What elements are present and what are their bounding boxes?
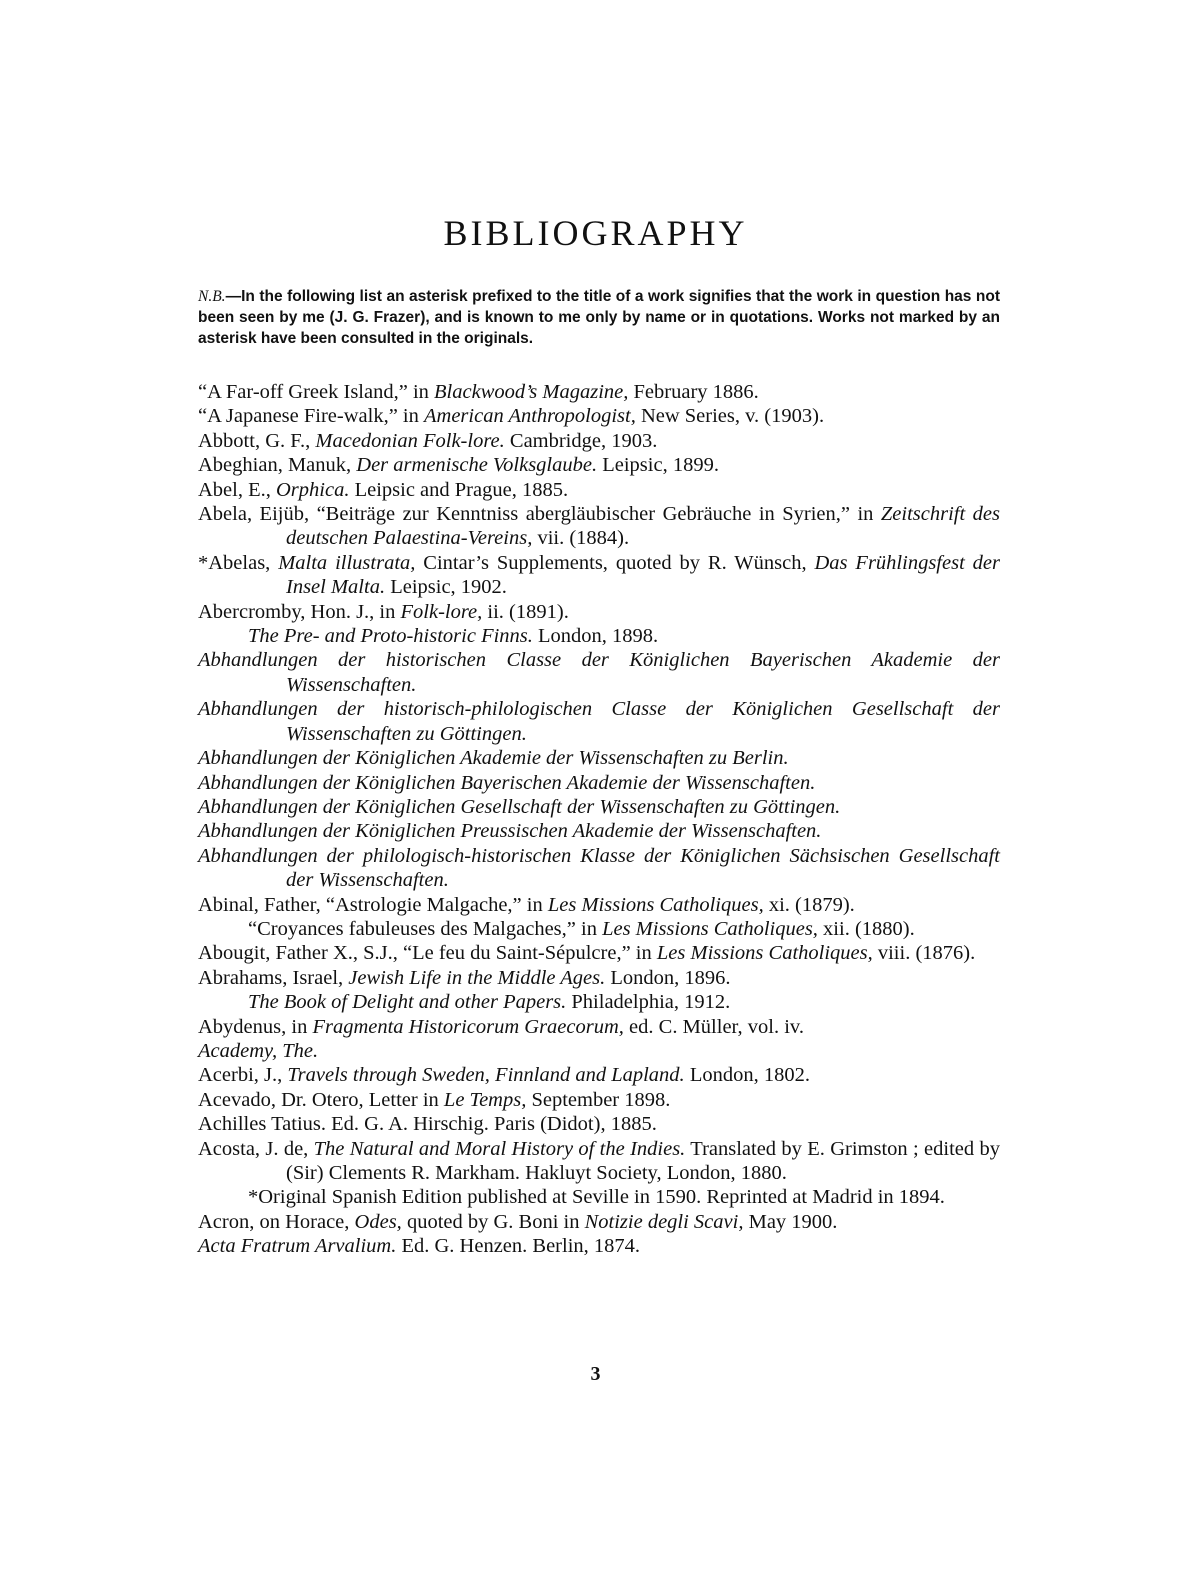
list-item: Abinal, Father, “Astrologie Malgache,” in Les Missions Catholiques, xi. (1879). <box>198 893 855 916</box>
list-item: “A Japanese Fire-walk,” in American Anthropologist, New Series, v. (1903). <box>198 405 825 428</box>
list-item: Abercromby, Hon. J., in Folk-lore, ii. (1891). <box>198 600 569 623</box>
note-label: N.B. <box>198 288 226 305</box>
list-item: Abhandlungen der Königlichen Bayerischen Akademie der Wissenschaften. <box>198 771 816 794</box>
list-item: Abhandlungen der philologisch-historischen Klasse der Königlichen Sächsischen Gesellschaft der Wissenschaften. <box>198 844 1000 892</box>
list-item: Abydenus, in Fragmenta Historicorum Graecorum, ed. C. Müller, vol. iv. <box>198 1015 804 1038</box>
list-item: The Book of Delight and other Papers. Philadelphia, 1912. <box>248 991 731 1014</box>
list-item: Abhandlungen der historischen Classe der Königlichen Bayerischen Akademie der Wissenschaften. <box>198 649 1000 696</box>
list-item: The Pre- and Proto-historic Finns. London, 1898. <box>248 625 659 648</box>
list-item: Abougit, Father X., S.J., “Le feu du Saint-Sépulcre,” in Les Missions Catholiques, viii. (1876). <box>198 942 976 965</box>
list-item: Acta Fratrum Arvalium. Ed. G. Henzen. Berlin, 1874. <box>198 1235 641 1258</box>
list-item: Acerbi, J., Travels through Sweden, Finnland and Lapland. London, 1802. <box>198 1064 810 1087</box>
list-item: Abeghian, Manuk, Der armenische Volksglaube. Leipsic, 1899. <box>198 454 719 477</box>
bibliography-list <box>198 380 1000 1259</box>
list-item: Abbott, G. F., Macedonian Folk-lore. Cambridge, 1903. <box>198 429 658 452</box>
list-item: Acevado, Dr. Otero, Letter in Le Temps, September 1898. <box>198 1088 671 1111</box>
list-item: “A Far-off Greek Island,” in Blackwood’s Magazine, February 1886. <box>198 381 759 403</box>
list-item: Abhandlungen der Königlichen Akademie der Wissenschaften zu Berlin. <box>198 747 789 770</box>
list-item: “Croyances fabuleuses des Malgaches,” in Les Missions Catholiques, xii. (1880). <box>248 917 915 940</box>
page-number: 3 <box>590 1363 601 1385</box>
list-item: *Original Spanish Edition published at Seville in 1590. Reprinted at Madrid in 1894. <box>248 1186 945 1209</box>
list-item: Acosta, J. de, The Natural and Moral History of the Indies. Translated by E. Grimston ; edited by (Sir) Clements R. Markham. Hakluyt Society, London, 1880. <box>198 1137 1000 1184</box>
list-item: Abhandlungen der historisch-philologischen Classe der Königlichen Gesellschaft der Wissenschaften zu Göttingen. <box>198 698 1000 745</box>
list-item: Abrahams, Israel, Jewish Life in the Middle Ages. London, 1896. <box>198 966 731 989</box>
note-text: —In the following list an asterisk prefixed to the title of a work signifies that the work in question has not been seen by me (J. G. Frazer), and is known to me only by name or in quotations. Works not marked by an asterisk have been consulted in the originals. <box>198 288 1000 347</box>
list-item: Abhandlungen der Königlichen Preussischen Akademie der Wissenschaften. <box>198 820 822 843</box>
list-item: Achilles Tatius. Ed. G. A. Hirschig. Paris (Didot), 1885. <box>198 1113 657 1136</box>
introductory-note <box>198 286 1000 349</box>
list-item: Academy, The. <box>198 1039 319 1062</box>
list-item: *Abelas, Malta illustrata, Cintar’s Supplements, quoted by R. Wünsch, Das Frühlingsfest der Insel Malta. Leipsic, 1902. <box>198 551 1000 599</box>
list-item: Abela, Eijüb, “Beiträge zur Kenntniss abergläubischer Gebräuche in Syrien,” in Zeitschrift des deutschen Palaestina-Vereins, vii. (1884). <box>198 503 1000 550</box>
list-item: Abel, E., Orphica. Leipsic and Prague, 1885. <box>198 478 569 501</box>
list-item: Acron, on Horace, Odes, quoted by G. Boni in Notizie degli Scavi, May 1900. <box>198 1210 838 1233</box>
list-item: Abhandlungen der Königlichen Gesellschaft der Wissenschaften zu Göttingen. <box>198 795 841 818</box>
page-title: BIBLIOGRAPHY <box>443 213 748 253</box>
